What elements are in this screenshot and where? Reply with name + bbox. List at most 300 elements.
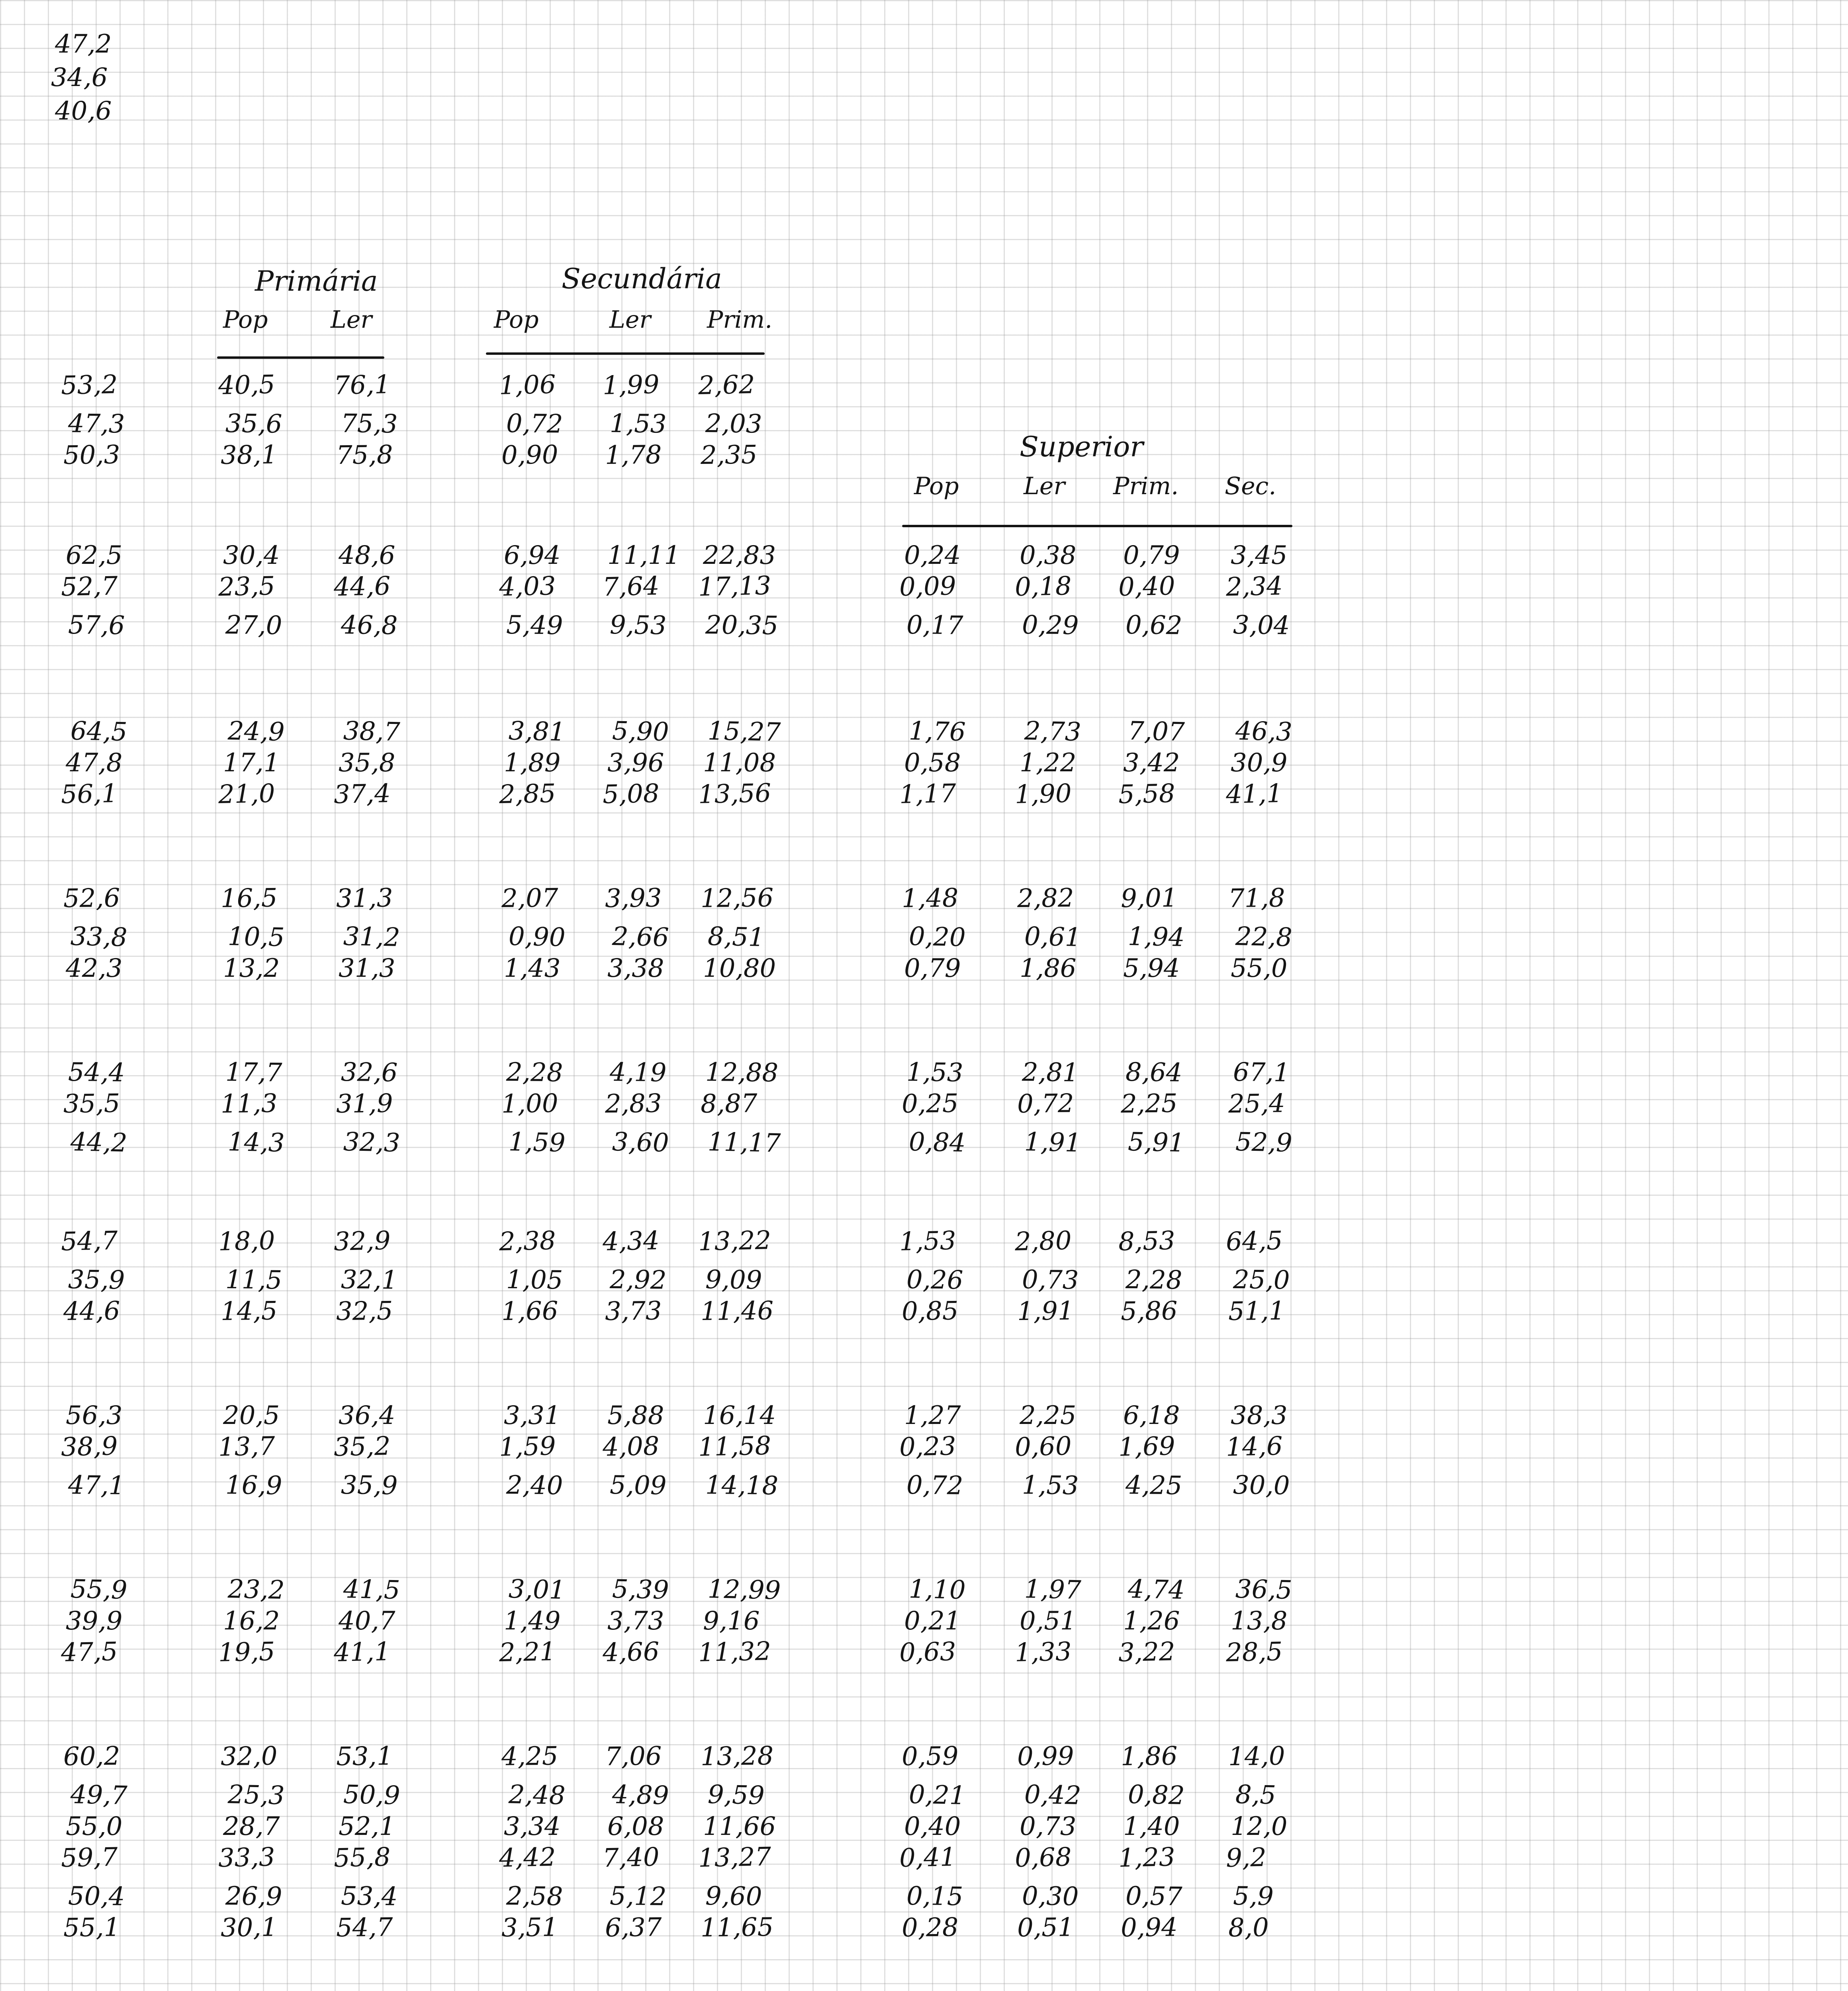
cell-sup-pop: 0,24: [904, 541, 961, 570]
cell-sec-pop: 4,03: [499, 571, 556, 602]
cell-sec-prim: 11,46: [700, 1296, 774, 1326]
cell-left: 60,2: [63, 1741, 120, 1772]
cell-prim-pop: 14,5: [220, 1296, 278, 1326]
cell-sec-prim: 9,60: [705, 1881, 762, 1912]
cell-left: 35,5: [63, 1089, 120, 1119]
cell-sec-pop: 0,90: [508, 922, 566, 952]
cell-sup-sec: 51,1: [1228, 1296, 1285, 1326]
cell-sec-ler: 2,83: [605, 1089, 662, 1119]
cell-sup-prim: 4,25: [1125, 1471, 1182, 1501]
cell-sup-sec: 9,2: [1225, 1842, 1267, 1873]
cell-sup-sec: 46,3: [1235, 716, 1293, 747]
cell-sec-prim: 13,56: [698, 778, 771, 810]
cell-sec-pop: 6,94: [504, 541, 561, 570]
cell-sec-prim: 11,17: [707, 1127, 781, 1158]
col-superior-pop: Pop: [914, 472, 959, 500]
cell-sup-prim: 1,94: [1128, 922, 1185, 952]
cell-left: 42,3: [66, 954, 123, 983]
cell-sup-ler: 2,81: [1022, 1058, 1079, 1088]
cell-prim-ler: 75,8: [336, 440, 393, 470]
cell-sec-ler: 7,06: [605, 1741, 662, 1772]
cell-sup-ler: 1,86: [1020, 954, 1077, 983]
cell-sup-pop: 1,53: [906, 1058, 963, 1088]
cell-sup-ler: 0,18: [1014, 571, 1072, 602]
cell-sup-ler: 2,25: [1020, 1401, 1077, 1430]
cell-sec-pop: 2,38: [499, 1226, 556, 1257]
cell-sup-ler: 0,42: [1024, 1780, 1082, 1811]
cell-sec-ler: 2,66: [612, 922, 670, 952]
cell-sec-prim: 10,80: [703, 954, 776, 983]
cell-sup-sec: 30,0: [1233, 1471, 1290, 1501]
cell-sec-ler: 1,99: [602, 370, 660, 401]
cell-sup-prim: 5,94: [1123, 954, 1180, 983]
cell-prim-ler: 32,9: [333, 1226, 391, 1257]
cell-prim-ler: 31,3: [336, 883, 393, 913]
cell-sec-prim: 11,08: [703, 748, 776, 778]
cell-sec-prim: 11,58: [698, 1431, 771, 1462]
cell-sup-prim: 2,28: [1125, 1265, 1182, 1295]
cell-sec-prim: 9,09: [705, 1265, 762, 1295]
cell-sup-pop: 1,53: [899, 1226, 957, 1257]
cell-left: 52,7: [61, 571, 118, 602]
cell-left: 55,1: [63, 1913, 120, 1943]
cell-prim-pop: 14,3: [227, 1127, 285, 1158]
header-primaria: Primária: [255, 265, 378, 297]
cell-left: 47,5: [61, 1637, 118, 1668]
cell-sup-sec: 38,3: [1231, 1401, 1288, 1430]
cell-prim-ler: 75,3: [341, 409, 398, 439]
header-superior: Superior: [1020, 430, 1143, 463]
cell-sup-prim: 1,40: [1123, 1812, 1180, 1841]
cell-sup-ler: 0,99: [1017, 1741, 1074, 1772]
col-secundaria-prim: Prim.: [707, 306, 773, 334]
cell-sup-pop: 1,48: [901, 883, 959, 913]
cell-left: 54,4: [68, 1058, 125, 1088]
cell-sec-pop: 0,90: [501, 440, 558, 470]
cell-sup-ler: 0,38: [1020, 541, 1077, 570]
cell-sec-ler: 3,96: [607, 748, 664, 778]
cell-sup-pop: 0,09: [899, 571, 957, 602]
cell-sec-pop: 3,81: [508, 716, 566, 747]
cell-prim-ler: 35,2: [333, 1432, 391, 1462]
cell-sup-sec: 41,1: [1225, 779, 1283, 810]
cell-sup-ler: 2,80: [1014, 1226, 1072, 1257]
cell-sec-pop: 2,58: [506, 1881, 563, 1912]
cell-sec-prim: 16,14: [703, 1401, 776, 1430]
cell-sup-pop: 1,76: [908, 716, 966, 747]
cell-left: 59,7: [61, 1842, 118, 1873]
cell-sec-prim: 11,32: [698, 1637, 771, 1668]
cell-sec-pop: 1,00: [501, 1089, 558, 1119]
col-secundaria-pop: Pop: [494, 306, 539, 334]
cell-sup-ler: 0,29: [1022, 610, 1079, 641]
cell-sec-ler: 5,88: [607, 1401, 664, 1430]
cell-prim-pop: 25,3: [227, 1780, 285, 1811]
cell-sup-prim: 1,69: [1118, 1432, 1176, 1462]
cell-prim-ler: 36,4: [339, 1401, 395, 1430]
cell-prim-pop: 21,0: [218, 779, 276, 810]
cell-sup-prim: 5,58: [1118, 779, 1176, 810]
cell-left: 62,5: [66, 541, 123, 570]
cell-sec-ler: 4,89: [612, 1780, 670, 1811]
cell-sup-sec: 67,1: [1233, 1058, 1290, 1088]
cell-sec-ler: 4,34: [602, 1226, 660, 1257]
cell-prim-pop: 11,3: [220, 1089, 278, 1119]
cell-prim-ler: 55,8: [333, 1842, 391, 1873]
cell-sec-pop: 1,89: [504, 748, 561, 778]
margin-note: 47,2: [55, 29, 112, 59]
cell-prim-ler: 41,5: [343, 1574, 401, 1605]
cell-left: 53,2: [61, 370, 118, 401]
cell-left: 54,7: [61, 1226, 118, 1257]
col-superior-prim: Prim.: [1113, 472, 1179, 500]
cell-sup-pop: 0,72: [906, 1471, 963, 1501]
col-secundaria-ler: Ler: [609, 306, 651, 334]
cell-sup-pop: 0,20: [908, 922, 966, 952]
cell-sup-pop: 0,25: [901, 1089, 959, 1119]
cell-sec-ler: 11,11: [607, 541, 681, 570]
cell-sup-sec: 25,4: [1228, 1089, 1285, 1119]
cell-sec-prim: 15,27: [707, 716, 781, 747]
cell-sup-ler: 1,91: [1017, 1296, 1074, 1326]
cell-sup-pop: 1,17: [899, 779, 957, 810]
cell-sec-ler: 6,37: [605, 1913, 662, 1943]
cell-sup-ler: 0,73: [1022, 1265, 1079, 1295]
cell-prim-pop: 32,0: [220, 1741, 278, 1772]
cell-sup-prim: 7,07: [1128, 716, 1185, 747]
cell-prim-ler: 32,5: [336, 1296, 393, 1326]
cell-sec-prim: 8,87: [700, 1089, 758, 1119]
cell-sec-pop: 1,05: [506, 1265, 563, 1295]
cell-sup-pop: 0,26: [906, 1265, 963, 1295]
cell-sup-pop: 0,85: [901, 1296, 959, 1326]
margin-note: 34,6: [51, 63, 108, 92]
cell-left: 55,9: [70, 1574, 128, 1605]
cell-left: 39,9: [66, 1606, 123, 1636]
cell-sup-pop: 0,17: [906, 610, 963, 641]
cell-sec-prim: 13,22: [698, 1226, 771, 1257]
cell-sec-prim: 12,99: [707, 1574, 781, 1606]
cell-prim-ler: 50,9: [343, 1780, 401, 1811]
cell-prim-pop: 30,1: [220, 1913, 278, 1943]
cell-prim-ler: 32,3: [343, 1127, 401, 1158]
cell-prim-pop: 23,2: [227, 1574, 285, 1605]
cell-sec-prim: 12,88: [705, 1058, 779, 1088]
cell-sec-prim: 8,51: [707, 922, 765, 952]
cell-sec-pop: 0,72: [506, 409, 563, 439]
cell-sec-ler: 1,53: [609, 409, 667, 439]
cell-sup-sec: 55,0: [1231, 954, 1288, 983]
col-primaria-ler: Ler: [331, 306, 372, 334]
cell-sec-pop: 1,06: [499, 370, 556, 401]
cell-sup-pop: 0,41: [899, 1842, 957, 1873]
cell-sup-prim: 4,74: [1128, 1574, 1185, 1605]
cell-prim-ler: 48,6: [339, 541, 395, 570]
cell-sup-sec: 71,8: [1228, 883, 1285, 913]
cell-prim-ler: 35,9: [341, 1471, 398, 1501]
cell-sup-sec: 3,45: [1231, 541, 1288, 570]
cell-sup-pop: 0,21: [904, 1606, 961, 1636]
cell-sec-ler: 3,60: [612, 1127, 670, 1158]
cell-sup-pop: 0,28: [901, 1913, 959, 1943]
cell-prim-ler: 44,6: [333, 571, 391, 602]
cell-sup-prim: 0,40: [1118, 571, 1176, 602]
cell-sec-prim: 9,16: [703, 1606, 760, 1636]
cell-sup-pop: 0,40: [904, 1812, 961, 1841]
cell-prim-ler: 76,1: [333, 370, 391, 401]
cell-sec-pop: 4,25: [501, 1741, 558, 1772]
cell-sup-prim: 5,91: [1128, 1127, 1185, 1158]
cell-sup-prim: 3,42: [1123, 748, 1180, 778]
cell-sup-prim: 9,01: [1120, 883, 1178, 913]
cell-sec-ler: 7,64: [602, 571, 660, 602]
cell-prim-ler: 31,2: [343, 922, 401, 952]
cell-sec-prim: 13,27: [698, 1842, 771, 1873]
cell-sup-sec: 52,9: [1235, 1127, 1293, 1158]
cell-sup-sec: 28,5: [1225, 1637, 1283, 1668]
cell-sup-prim: 0,62: [1125, 610, 1182, 641]
cell-sec-prim: 12,56: [700, 883, 774, 913]
cell-sup-prim: 1,23: [1118, 1842, 1176, 1873]
cell-prim-pop: 17,7: [225, 1058, 282, 1088]
cell-prim-ler: 40,7: [339, 1606, 395, 1636]
cell-sup-sec: 22,8: [1235, 922, 1293, 952]
cell-prim-pop: 18,0: [218, 1226, 276, 1257]
cell-prim-pop: 13,2: [223, 954, 280, 983]
cell-sup-ler: 1,90: [1014, 779, 1072, 810]
cell-sec-ler: 5,90: [612, 716, 670, 747]
cell-left: 47,8: [66, 748, 123, 778]
cell-sup-ler: 0,68: [1014, 1842, 1072, 1873]
cell-sec-pop: 1,59: [499, 1432, 556, 1462]
cell-sup-sec: 8,0: [1228, 1913, 1269, 1943]
cell-sec-ler: 4,66: [602, 1637, 660, 1668]
cell-sec-prim: 22,83: [703, 541, 776, 570]
cell-sup-ler: 1,97: [1024, 1574, 1082, 1605]
cell-sec-ler: 5,12: [609, 1881, 667, 1912]
cell-sup-pop: 0,63: [899, 1637, 957, 1668]
cell-sup-ler: 0,30: [1022, 1881, 1079, 1912]
cell-sup-sec: 14,0: [1228, 1741, 1285, 1772]
cell-left: 44,2: [70, 1127, 128, 1158]
cell-prim-ler: 37,4: [333, 779, 391, 810]
cell-sec-ler: 3,73: [605, 1296, 662, 1326]
cell-sup-sec: 13,8: [1231, 1606, 1288, 1636]
cell-prim-pop: 26,9: [225, 1881, 282, 1912]
col-primaria-pop: Pop: [223, 306, 268, 334]
cell-left: 50,4: [68, 1881, 125, 1912]
cell-prim-pop: 19,5: [218, 1637, 276, 1668]
cell-sup-ler: 0,61: [1024, 922, 1082, 952]
cell-sup-prim: 6,18: [1123, 1401, 1180, 1430]
cell-left: 56,1: [61, 779, 118, 810]
cell-sec-pop: 3,34: [504, 1812, 561, 1841]
cell-sup-prim: 0,94: [1120, 1913, 1178, 1943]
cell-left: 57,6: [68, 610, 125, 641]
cell-sup-pop: 0,58: [904, 748, 961, 778]
cell-prim-pop: 23,5: [218, 571, 276, 602]
cell-prim-pop: 16,5: [220, 883, 278, 913]
cell-sec-prim: 20,35: [705, 610, 779, 641]
cell-sec-pop: 2,85: [499, 779, 556, 810]
cell-prim-ler: 32,6: [341, 1058, 398, 1088]
cell-sup-ler: 1,33: [1014, 1637, 1072, 1668]
cell-prim-pop: 33,3: [218, 1842, 276, 1873]
cell-sec-pop: 1,43: [504, 954, 561, 983]
cell-sup-sec: 2,34: [1225, 571, 1283, 602]
cell-sup-ler: 0,72: [1017, 1089, 1074, 1119]
cell-prim-ler: 46,8: [341, 610, 398, 641]
cell-prim-pop: 20,5: [223, 1401, 280, 1430]
cell-sec-pop: 1,59: [508, 1127, 566, 1158]
cell-left: 49,7: [70, 1780, 128, 1811]
cell-sup-prim: 3,22: [1118, 1637, 1176, 1668]
cell-sup-pop: 1,27: [904, 1401, 961, 1430]
cell-sup-ler: 0,51: [1017, 1913, 1074, 1943]
cell-sec-prim: 14,18: [705, 1471, 779, 1501]
cell-sup-pop: 0,15: [906, 1881, 963, 1912]
cell-sup-sec: 14,6: [1225, 1432, 1283, 1462]
cell-sup-prim: 0,57: [1125, 1881, 1182, 1912]
cell-sec-ler: 1,78: [605, 440, 662, 470]
cell-prim-pop: 27,0: [225, 610, 282, 641]
header-underline: [902, 525, 1292, 527]
cell-sec-ler: 2,92: [609, 1265, 667, 1295]
cell-sup-sec: 30,9: [1231, 748, 1288, 778]
cell-sec-prim: 2,62: [698, 370, 756, 401]
cell-prim-ler: 52,1: [339, 1812, 395, 1841]
cell-left: 47,3: [68, 409, 125, 439]
cell-sup-sec: 3,04: [1233, 610, 1290, 641]
cell-prim-pop: 40,5: [218, 370, 276, 401]
cell-sec-prim: 2,35: [700, 440, 758, 470]
cell-sup-pop: 1,10: [908, 1574, 966, 1605]
cell-sec-pop: 2,21: [499, 1637, 556, 1668]
cell-sup-sec: 8,5: [1235, 1780, 1276, 1811]
cell-sec-ler: 5,08: [602, 779, 660, 810]
header-underline: [486, 352, 765, 355]
col-superior-ler: Ler: [1024, 472, 1065, 500]
cell-sec-pop: 2,07: [501, 883, 558, 913]
cell-sec-pop: 4,42: [499, 1842, 556, 1873]
cell-sec-ler: 5,09: [609, 1471, 667, 1501]
cell-prim-pop: 16,9: [225, 1471, 282, 1501]
cell-prim-pop: 38,1: [220, 440, 278, 470]
cell-sec-pop: 1,66: [501, 1296, 558, 1326]
cell-sec-pop: 3,01: [508, 1574, 566, 1605]
cell-sec-pop: 2,28: [506, 1058, 563, 1088]
cell-sup-prim: 1,26: [1123, 1606, 1180, 1636]
cell-sup-ler: 0,51: [1020, 1606, 1077, 1636]
cell-left: 55,0: [66, 1812, 123, 1841]
header-secundaria: Secundária: [562, 262, 722, 295]
cell-prim-pop: 17,1: [223, 748, 280, 778]
cell-prim-ler: 53,4: [341, 1881, 398, 1912]
cell-sec-prim: 11,65: [700, 1913, 774, 1943]
cell-sup-ler: 1,53: [1022, 1471, 1079, 1501]
cell-left: 35,9: [68, 1265, 125, 1295]
cell-left: 33,8: [70, 922, 128, 952]
cell-sec-prim: 11,66: [703, 1812, 776, 1841]
cell-sup-prim: 8,64: [1125, 1058, 1182, 1088]
cell-sec-ler: 7,40: [602, 1842, 660, 1873]
cell-sup-prim: 0,82: [1128, 1780, 1185, 1811]
cell-prim-ler: 31,3: [339, 954, 395, 983]
cell-left: 64,5: [70, 716, 128, 747]
cell-sec-pop: 2,48: [508, 1780, 566, 1811]
cell-sec-prim: 9,59: [707, 1780, 765, 1811]
cell-sup-sec: 12,0: [1231, 1812, 1288, 1841]
cell-sup-sec: 64,5: [1225, 1226, 1283, 1257]
cell-left: 44,6: [63, 1296, 120, 1326]
cell-sec-pop: 3,51: [501, 1913, 558, 1943]
cell-left: 47,1: [68, 1471, 125, 1501]
cell-prim-pop: 24,9: [227, 716, 285, 747]
cell-prim-pop: 30,4: [223, 541, 280, 570]
cell-sup-ler: 1,22: [1020, 748, 1077, 778]
cell-sup-prim: 1,86: [1120, 1741, 1178, 1772]
cell-sup-pop: 0,79: [904, 954, 961, 983]
cell-prim-ler: 35,8: [339, 748, 395, 778]
cell-prim-ler: 32,1: [341, 1265, 398, 1295]
cell-sec-ler: 9,53: [609, 610, 667, 641]
cell-prim-pop: 35,6: [225, 409, 282, 439]
cell-prim-ler: 41,1: [333, 1637, 391, 1668]
cell-sec-pop: 2,40: [506, 1471, 563, 1501]
cell-sup-prim: 2,25: [1120, 1089, 1178, 1119]
cell-sec-prim: 17,13: [698, 571, 771, 602]
cell-sec-pop: 5,49: [506, 610, 563, 641]
cell-sec-ler: 6,08: [607, 1812, 664, 1841]
cell-sup-ler: 0,60: [1014, 1432, 1072, 1462]
cell-sup-pop: 0,23: [899, 1432, 957, 1462]
cell-sec-pop: 3,31: [504, 1401, 561, 1430]
cell-sec-ler: 5,39: [612, 1574, 670, 1605]
cell-prim-pop: 11,5: [225, 1265, 282, 1295]
cell-sup-sec: 25,0: [1233, 1265, 1290, 1295]
cell-left: 56,3: [66, 1401, 123, 1430]
col-superior-sec: Sec.: [1225, 472, 1276, 500]
cell-sec-ler: 3,38: [607, 954, 664, 983]
cell-prim-ler: 54,7: [336, 1913, 393, 1943]
cell-left: 52,6: [63, 883, 120, 913]
cell-sup-ler: 2,82: [1017, 883, 1074, 913]
cell-sup-pop: 0,21: [908, 1780, 966, 1811]
cell-sup-ler: 0,73: [1020, 1812, 1077, 1841]
cell-sup-prim: 5,86: [1120, 1296, 1178, 1326]
cell-prim-pop: 13,7: [218, 1432, 276, 1462]
cell-prim-pop: 16,2: [223, 1606, 280, 1636]
cell-sup-ler: 2,73: [1024, 716, 1082, 747]
cell-sec-prim: 13,28: [700, 1741, 774, 1772]
cell-sec-ler: 4,19: [609, 1058, 667, 1088]
cell-sup-sec: 5,9: [1233, 1881, 1274, 1912]
cell-sup-pop: 0,84: [908, 1127, 966, 1158]
cell-left: 38,9: [61, 1432, 118, 1462]
cell-sec-ler: 3,93: [605, 883, 662, 913]
cell-prim-pop: 10,5: [227, 922, 285, 952]
cell-sec-ler: 4,08: [602, 1432, 660, 1462]
cell-sup-prim: 8,53: [1118, 1226, 1176, 1257]
cell-prim-ler: 53,1: [336, 1741, 393, 1772]
cell-sup-sec: 36,5: [1235, 1574, 1293, 1605]
cell-left: 50,3: [63, 440, 120, 470]
cell-sec-prim: 2,03: [705, 409, 762, 439]
cell-prim-ler: 31,9: [336, 1089, 393, 1119]
margin-note: 40,6: [55, 96, 112, 126]
cell-sup-ler: 1,91: [1024, 1127, 1082, 1158]
cell-sec-ler: 3,73: [607, 1606, 664, 1636]
